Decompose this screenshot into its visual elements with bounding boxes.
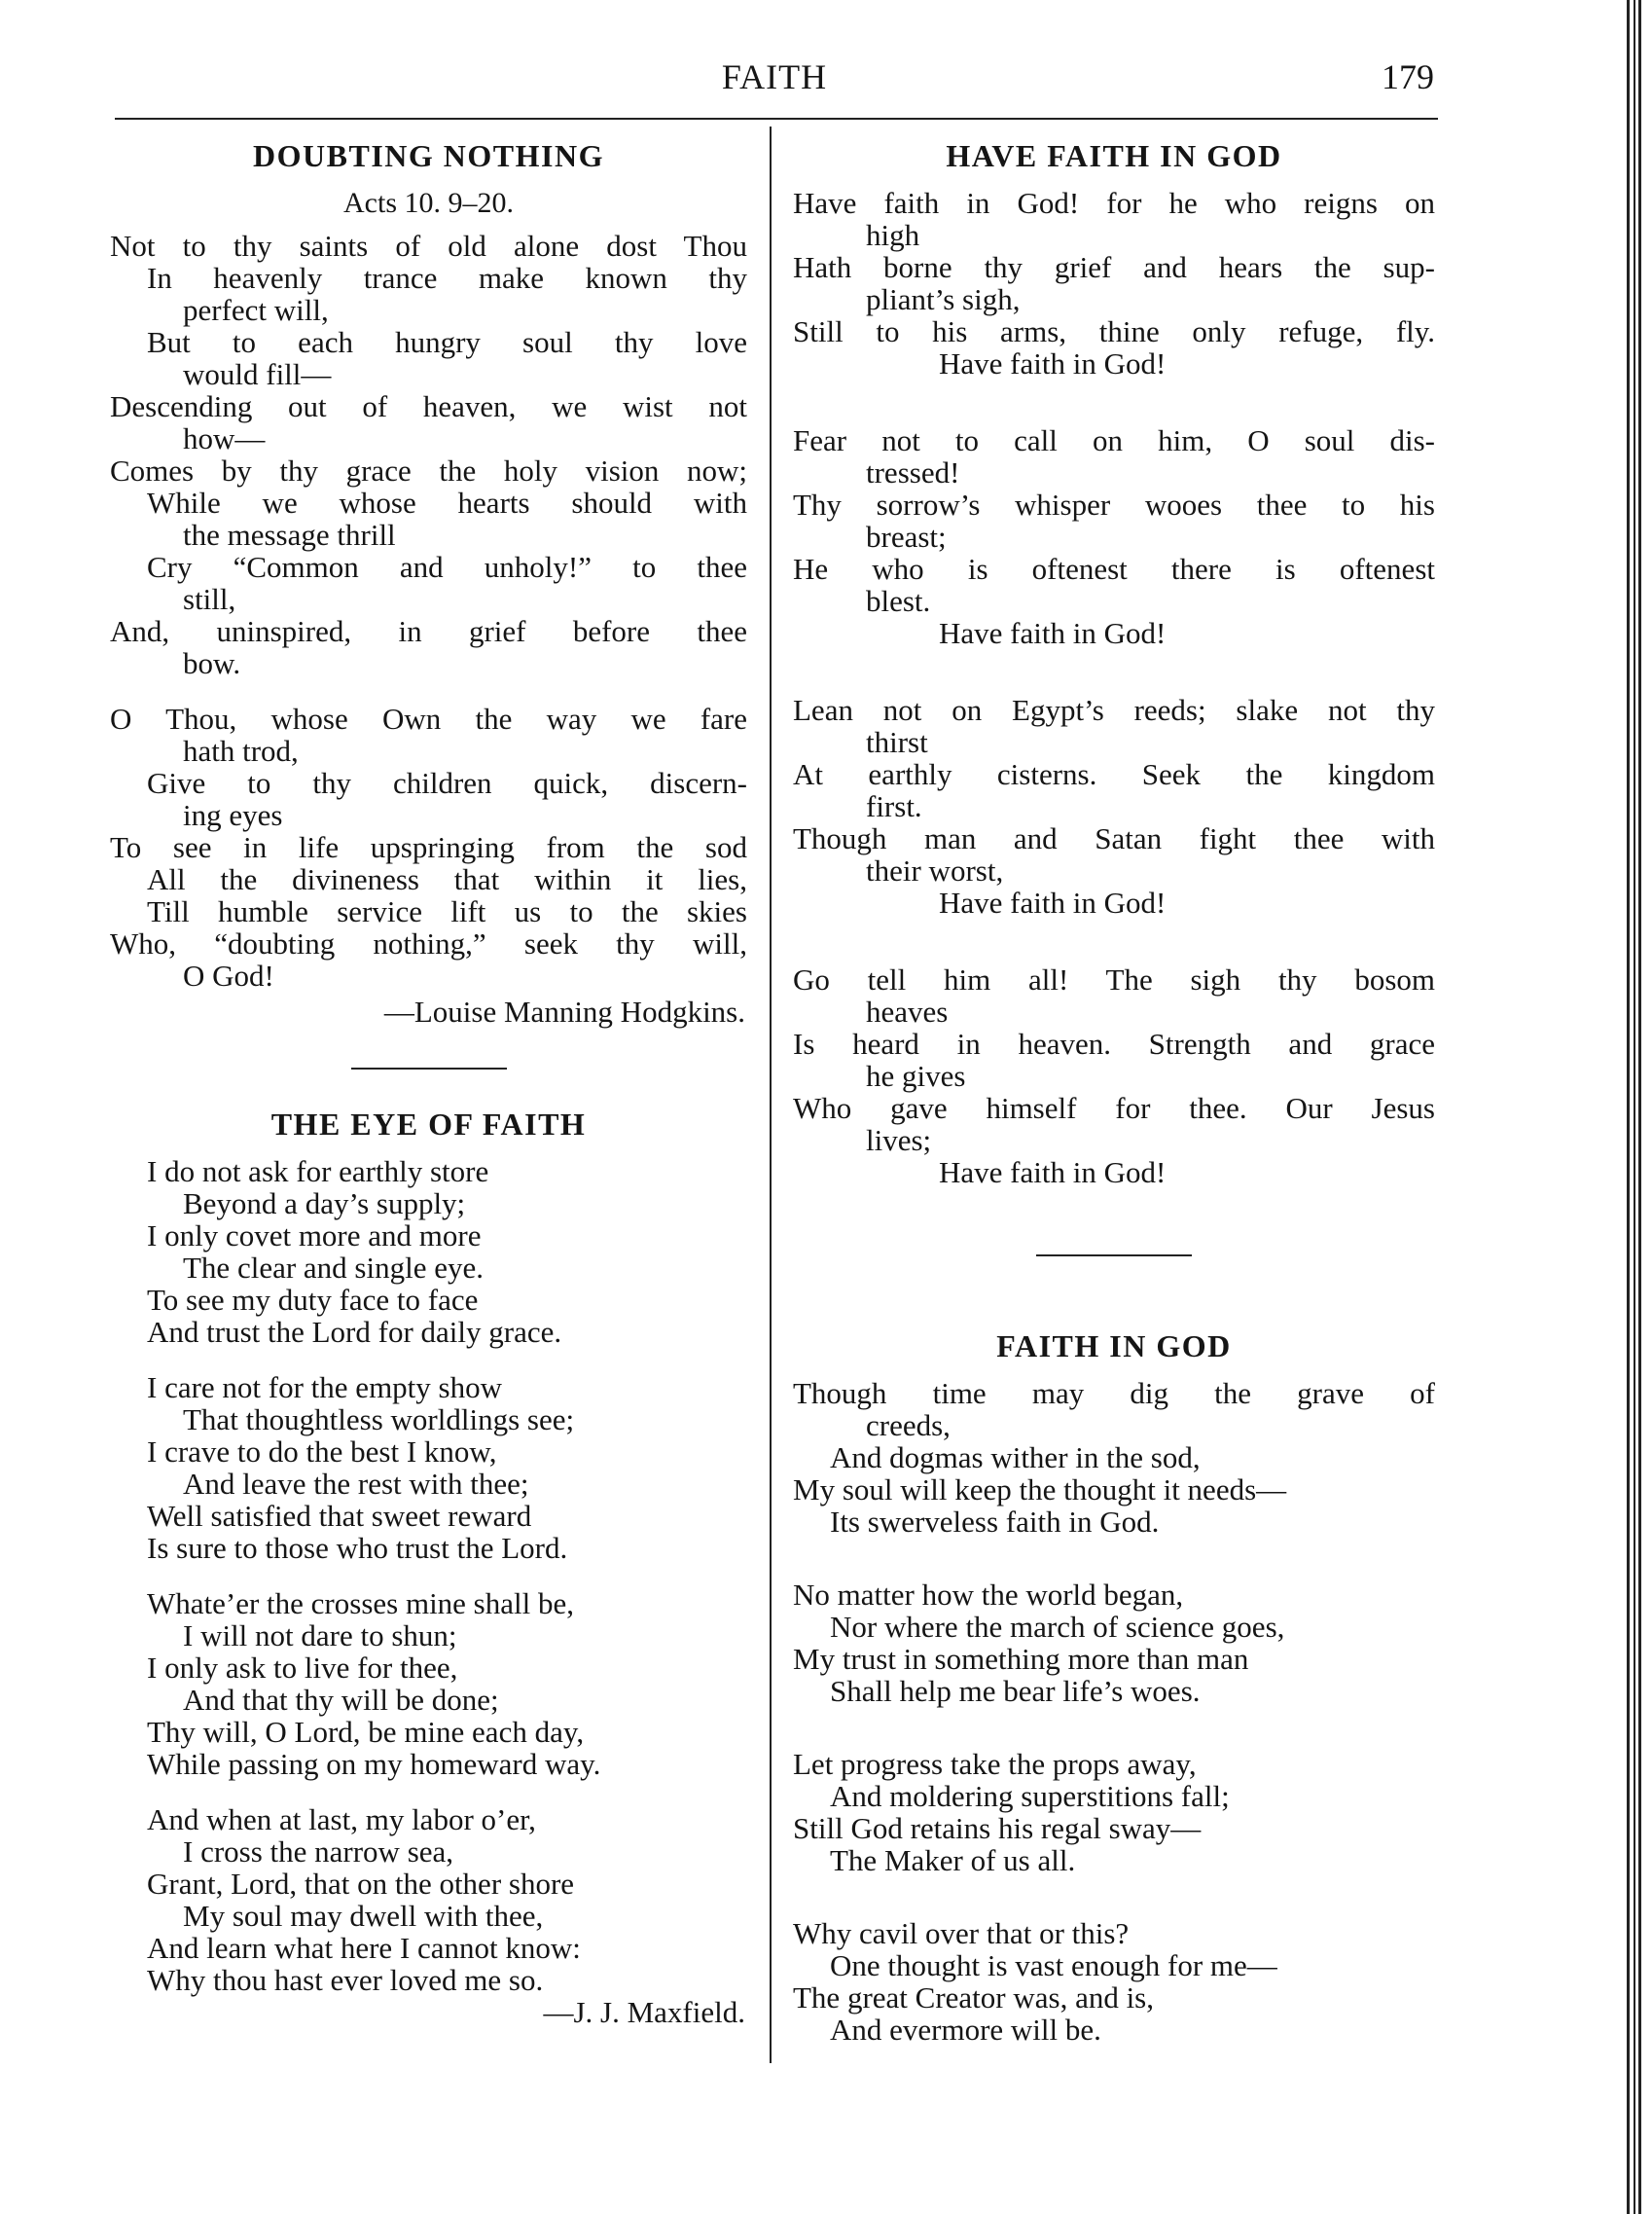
verse-line: Beyond a day’s supply;	[183, 1186, 466, 1220]
verse-line: While we whose hearts should with	[147, 486, 747, 520]
poem-title: HAVE FAITH IN GOD	[946, 138, 1282, 173]
stanza	[793, 694, 1435, 919]
poem-author: —Louise Manning Hodgkins.	[383, 995, 745, 1029]
verse-line: Have faith in God! for he who reigns on	[793, 186, 1435, 220]
verse-line: That thoughtless worldlings see;	[183, 1402, 575, 1436]
verse-line: I do not ask for earthly store	[147, 1154, 489, 1188]
page-edge-lines	[1627, 0, 1642, 2214]
verse-line: the message thrill	[183, 518, 396, 552]
poem-doubting-nothing	[110, 136, 747, 1029]
verse-line: Nor where the march of science goes,	[830, 1610, 1285, 1644]
verse-line: Let progress take the props away,	[793, 1747, 1197, 1781]
verse-line: And moldering superstitions fall;	[830, 1779, 1230, 1813]
stanza	[793, 1917, 1435, 2046]
verse-line: breast;	[866, 520, 947, 554]
verse-line: pliant’s sigh,	[866, 282, 1021, 316]
running-header	[115, 56, 1434, 115]
verse-line: Not to thy saints of old alone dost Thou	[110, 229, 747, 263]
poem-separator	[351, 1068, 507, 1070]
verse-line: Lean not on Egypt’s reeds; slake not thy	[793, 693, 1435, 727]
stanza	[110, 1803, 747, 1996]
stanza	[110, 1587, 747, 1780]
verse-line: Still to his arms, thine only refuge, fly.	[793, 314, 1435, 348]
stanza	[793, 424, 1435, 649]
verse-line: One thought is vast enough for me—	[830, 1948, 1277, 1982]
poem-eye-of-faith	[110, 1105, 747, 2029]
column-divider	[770, 127, 772, 2063]
verse-line: their worst,	[866, 853, 1004, 888]
verse-line: And learn what here I cannot know:	[147, 1931, 581, 1965]
verse-line: Have faith in God!	[939, 1155, 1167, 1189]
verse-line: perfect will,	[183, 293, 329, 327]
poem-title: DOUBTING NOTHING	[253, 138, 604, 173]
verse-line: Have faith in God!	[939, 616, 1167, 650]
stanza	[793, 1377, 1435, 1538]
verse-line: Descending out of heaven, we wist not	[110, 389, 747, 423]
left-column	[110, 136, 747, 2029]
verse-line: tressed!	[866, 455, 960, 490]
verse-line: I will not dare to shun;	[183, 1618, 457, 1652]
verse-line: creeds,	[866, 1408, 951, 1442]
poem-have-faith-in-god	[793, 136, 1435, 1188]
verse-line: My soul may dwell with thee,	[183, 1899, 544, 1933]
verse-line: Thy sorrow’s whisper wooes thee to his	[793, 488, 1435, 522]
verse-line: Who, “doubting nothing,” seek thy will,	[110, 926, 747, 961]
verse-line: Hath borne thy grief and hears the sup-	[793, 250, 1435, 284]
page-number: 179	[1382, 57, 1434, 96]
verse-line: blest.	[866, 584, 931, 618]
verse-line: Till humble service lift us to the skies	[147, 894, 747, 928]
verse-line: While passing on my homeward way.	[147, 1747, 601, 1781]
verse-line: Is heard in heaven. Strength and grace	[793, 1027, 1435, 1061]
verse-line: To see my duty face to face	[147, 1283, 479, 1317]
verse-line: Well satisfied that sweet reward	[147, 1499, 532, 1533]
verse-line: To see in life upspringing from the sod	[110, 830, 747, 864]
poem-title: FAITH IN GOD	[996, 1328, 1232, 1363]
verse-line: Who gave himself for thee. Our Jesus	[793, 1091, 1435, 1125]
verse-line: Have faith in God!	[939, 346, 1167, 381]
header-rule	[115, 118, 1438, 120]
verse-line: Shall help me bear life’s woes.	[830, 1674, 1201, 1708]
stanza	[110, 230, 747, 679]
verse-line: The great Creator was, and is,	[793, 1980, 1155, 2014]
verse-line: Comes by thy grace the holy vision now;	[110, 454, 747, 488]
verse-line: Cry “Common and unholy!” to thee	[147, 550, 747, 584]
verse-line: And that thy will be done;	[183, 1683, 499, 1717]
verse-line: would fill—	[183, 357, 332, 391]
verse-line: Why cavil over that or this?	[793, 1916, 1130, 1950]
verse-line: I cross the narrow sea,	[183, 1834, 454, 1869]
verse-line: O Thou, whose Own the way we fare	[110, 702, 747, 736]
verse-line: And evermore will be.	[830, 2013, 1101, 2047]
verse-line: Whate’er the crosses mine shall be,	[147, 1586, 574, 1620]
verse-line: high	[866, 218, 920, 252]
verse-line: The clear and single eye.	[183, 1251, 484, 1285]
stanza	[793, 1579, 1435, 1707]
verse-line: first.	[866, 789, 922, 823]
stanza	[110, 703, 747, 992]
verse-line: And leave the rest with thee;	[183, 1467, 529, 1501]
poem-separator	[1036, 1254, 1192, 1256]
verse-line: hath trod,	[183, 734, 299, 768]
verse-line: I care not for the empty show	[147, 1370, 502, 1404]
verse-line: And when at last, my labor o’er,	[147, 1802, 536, 1836]
verse-line: Still God retains his regal sway—	[793, 1811, 1202, 1845]
verse-line: how—	[183, 421, 266, 455]
verse-line: Though man and Satan fight thee with	[793, 821, 1435, 855]
verse-line: heaves	[866, 995, 949, 1029]
stanza	[793, 1748, 1435, 1876]
verse-line: I only covet more and more	[147, 1218, 482, 1252]
poem-author: —J. J. Maxfield.	[543, 1995, 745, 2029]
stanza	[110, 1371, 747, 1564]
verse-line: O God!	[183, 959, 274, 993]
verse-line: Thy will, O Lord, be mine each day,	[147, 1715, 585, 1749]
verse-line: Give to thy children quick, discern-	[147, 766, 747, 800]
verse-line: Go tell him all! The sigh thy bosom	[793, 962, 1435, 997]
verse-line: The Maker of us all.	[830, 1843, 1076, 1877]
verse-line: Have faith in God!	[939, 886, 1167, 920]
stanza	[110, 1155, 747, 1348]
scripture-reference: Acts 10. 9–20.	[343, 187, 514, 219]
verse-line: No matter how the world began,	[793, 1578, 1184, 1612]
stanza	[793, 963, 1435, 1188]
poem-title: THE EYE OF FAITH	[270, 1107, 587, 1142]
poem-faith-in-god	[793, 1326, 1435, 2046]
verse-line: Grant, Lord, that on the other shore	[147, 1867, 575, 1901]
verse-line: My trust in something more than man	[793, 1642, 1249, 1676]
verse-line: he gives	[866, 1059, 966, 1093]
verse-line: ing eyes	[183, 798, 283, 832]
verse-line: But to each hungry soul thy love	[147, 325, 747, 359]
verse-line: Is sure to those who trust the Lord.	[147, 1531, 568, 1565]
verse-line: At earthly cisterns. Seek the kingdom	[793, 757, 1435, 791]
verse-line: Why thou hast ever loved me so.	[147, 1963, 544, 1997]
verse-line: My soul will keep the thought it needs—	[793, 1472, 1287, 1506]
verse-line: In heavenly trance make known thy	[147, 261, 747, 295]
verse-line: Though time may dig the grave of	[793, 1376, 1435, 1410]
verse-line: And trust the Lord for daily grace.	[147, 1315, 562, 1349]
verse-line: bow.	[183, 646, 241, 680]
right-column	[793, 136, 1435, 2046]
running-title: FAITH	[721, 57, 828, 96]
verse-line: And, uninspired, in grief before thee	[110, 614, 747, 648]
verse-line: still,	[183, 582, 236, 616]
verse-line: I only ask to live for thee,	[147, 1651, 458, 1685]
verse-line: He who is oftenest there is oftenest	[793, 552, 1435, 586]
verse-line: And dogmas wither in the sod,	[830, 1440, 1201, 1474]
verse-line: Fear not to call on him, O soul dis-	[793, 423, 1435, 457]
verse-line: Its swerveless faith in God.	[830, 1505, 1160, 1539]
stanza	[793, 187, 1435, 380]
verse-line: All the divineness that within it lies,	[147, 862, 747, 896]
verse-line: lives;	[866, 1123, 932, 1157]
verse-line: I crave to do the best I know,	[147, 1434, 497, 1469]
verse-line: thirst	[866, 725, 928, 759]
